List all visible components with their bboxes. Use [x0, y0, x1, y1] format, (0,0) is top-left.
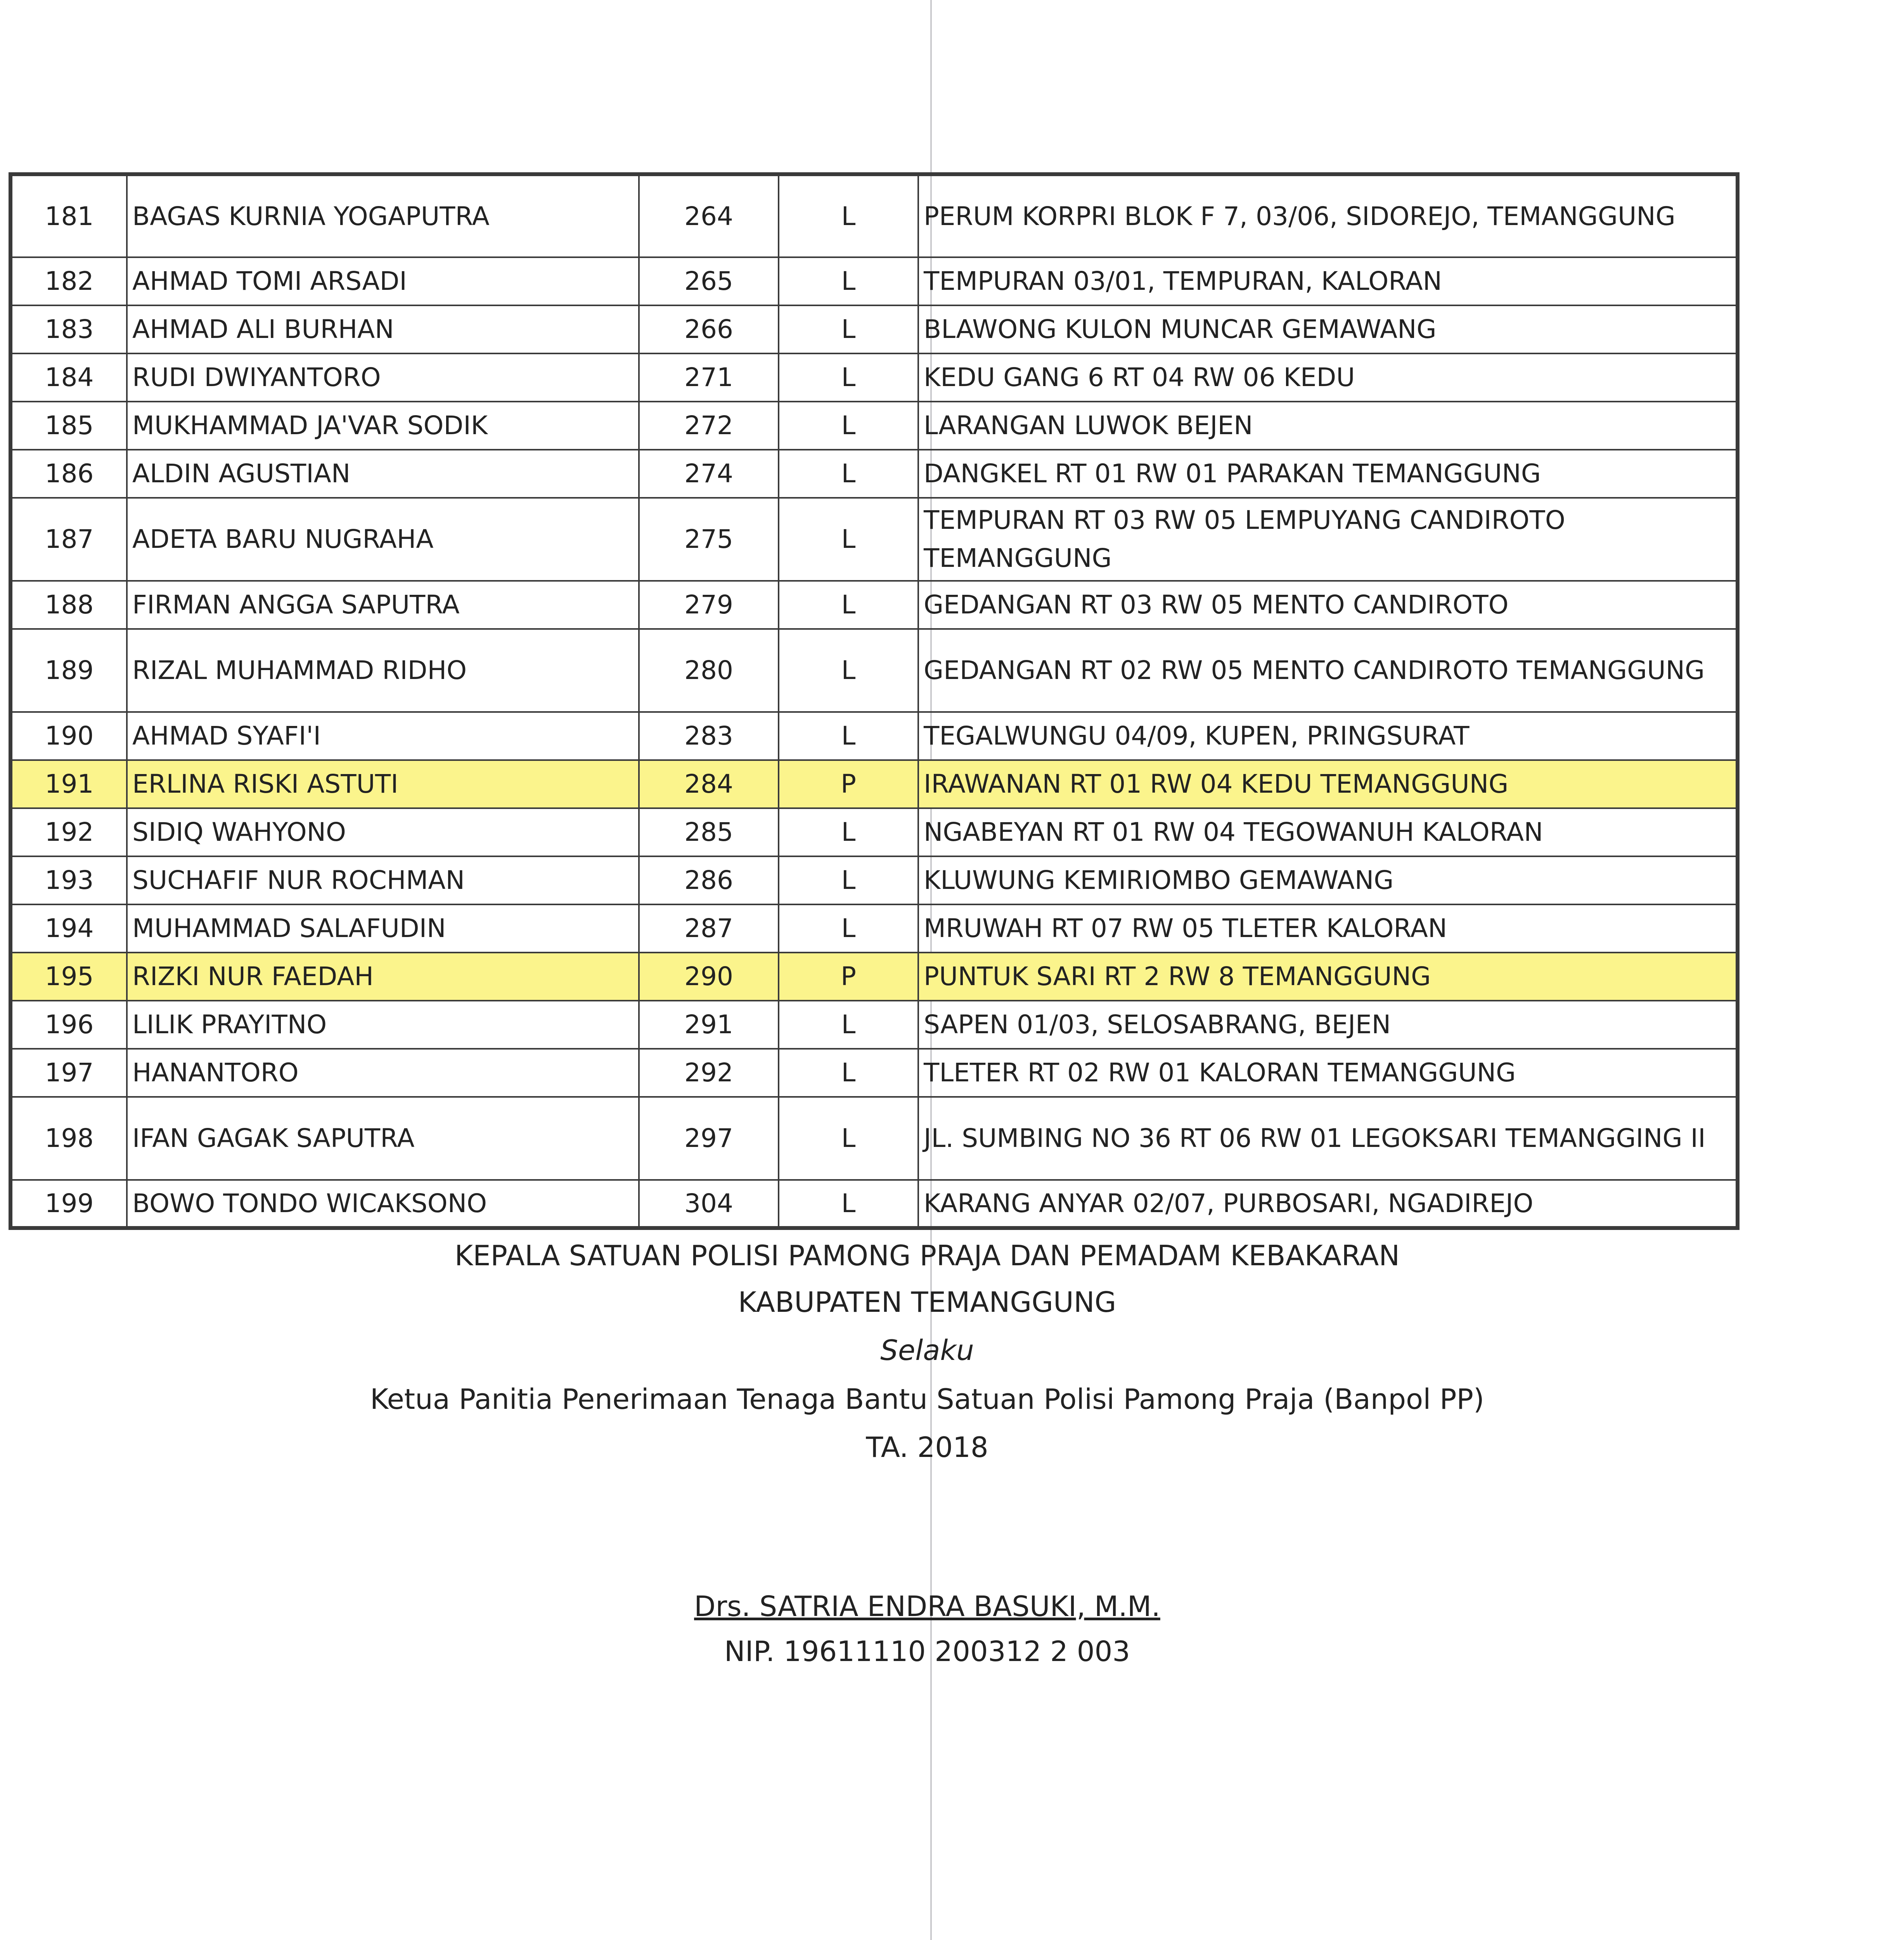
address: KARANG ANYAR 02/07, PURBOSARI, NGADIREJO — [918, 1180, 1738, 1228]
row-number: 195 — [10, 953, 127, 1001]
signature-title-line4: Ketua Panitia Penerimaan Tenaga Bantu Satuan Polisi Pamong Praja (Banpol PP) — [370, 1383, 1485, 1415]
participant-name: MUKHAMMAD JA'VAR SODIK — [127, 402, 639, 450]
gender: L — [779, 629, 918, 712]
signature-selaku: Selaku — [880, 1334, 974, 1367]
row-number: 199 — [10, 1180, 127, 1228]
gender: L — [779, 257, 918, 305]
table-row — [10, 629, 1738, 712]
table-row — [10, 305, 1738, 353]
gender: L — [779, 174, 918, 257]
registration-code: 291 — [639, 1001, 779, 1049]
signer-name: Drs. SATRIA ENDRA BASUKI, M.M. — [694, 1590, 1160, 1623]
participant-name: RIZAL MUHAMMAD RIDHO — [127, 629, 639, 712]
table-row — [10, 402, 1738, 450]
row-number: 194 — [10, 904, 127, 953]
registration-code: 290 — [639, 953, 779, 1001]
table-row — [10, 257, 1738, 305]
signer-nip: NIP. 19611110 200312 2 003 — [724, 1635, 1130, 1668]
row-number: 197 — [10, 1049, 127, 1097]
row-number: 181 — [10, 174, 127, 257]
address: GEDANGAN RT 02 RW 05 MENTO CANDIROTO TEMANGGUNG — [918, 629, 1738, 712]
table-row — [10, 450, 1738, 498]
registration-code: 287 — [639, 904, 779, 953]
address: KEDU GANG 6 RT 04 RW 06 KEDU — [918, 353, 1738, 402]
participant-name: RUDI DWIYANTORO — [127, 353, 639, 402]
registration-code: 265 — [639, 257, 779, 305]
signer-name-wrapper — [0, 1591, 1854, 1622]
address: NGABEYAN RT 01 RW 04 TEGOWANUH KALORAN — [918, 808, 1738, 856]
table-row — [10, 1097, 1738, 1180]
gender: P — [779, 953, 918, 1001]
address: TEGALWUNGU 04/09, KUPEN, PRINGSURAT — [918, 712, 1738, 760]
address: SAPEN 01/03, SELOSABRANG, BEJEN — [918, 1001, 1738, 1049]
registration-code: 274 — [639, 450, 779, 498]
gender: L — [779, 1180, 918, 1228]
gender: L — [779, 712, 918, 760]
table-row — [10, 712, 1738, 760]
registration-code: 304 — [639, 1180, 779, 1228]
participant-name: BAGAS KURNIA YOGAPUTRA — [127, 174, 639, 257]
table-row — [10, 353, 1738, 402]
address: JL. SUMBING NO 36 RT 06 RW 01 LEGOKSARI TEMANGGING II — [918, 1097, 1738, 1180]
address: KLUWUNG KEMIRIOMBO GEMAWANG — [918, 856, 1738, 904]
row-number: 191 — [10, 760, 127, 808]
gender: L — [779, 498, 918, 581]
registration-code: 275 — [639, 498, 779, 581]
row-number: 196 — [10, 1001, 127, 1049]
participant-table-body — [10, 174, 1738, 1228]
table-row — [10, 498, 1738, 581]
participant-name: FIRMAN ANGGA SAPUTRA — [127, 581, 639, 629]
participant-name: RIZKI NUR FAEDAH — [127, 953, 639, 1001]
gender: L — [779, 1001, 918, 1049]
address: IRAWANAN RT 01 RW 04 KEDU TEMANGGUNG — [918, 760, 1738, 808]
participant-name: AHMAD TOMI ARSADI — [127, 257, 639, 305]
registration-code: 264 — [639, 174, 779, 257]
row-number: 189 — [10, 629, 127, 712]
row-number: 183 — [10, 305, 127, 353]
row-number: 187 — [10, 498, 127, 581]
participant-name: HANANTORO — [127, 1049, 639, 1097]
gender: L — [779, 904, 918, 953]
registration-code: 286 — [639, 856, 779, 904]
row-number: 186 — [10, 450, 127, 498]
address: MRUWAH RT 07 RW 05 TLETER KALORAN — [918, 904, 1738, 953]
gender: L — [779, 856, 918, 904]
row-number: 185 — [10, 402, 127, 450]
signature-year: TA. 2018 — [866, 1431, 988, 1464]
registration-code: 266 — [639, 305, 779, 353]
row-number: 190 — [10, 712, 127, 760]
registration-code: 272 — [639, 402, 779, 450]
participant-name: BOWO TONDO WICAKSONO — [127, 1180, 639, 1228]
table-row — [10, 760, 1738, 808]
address: TEMPURAN 03/01, TEMPURAN, KALORAN — [918, 257, 1738, 305]
signature-title-line2: KABUPATEN TEMANGGUNG — [738, 1286, 1116, 1318]
registration-code: 280 — [639, 629, 779, 712]
table-row — [10, 1049, 1738, 1097]
row-number: 193 — [10, 856, 127, 904]
address: PUNTUK SARI RT 2 RW 8 TEMANGGUNG — [918, 953, 1738, 1001]
table-row — [10, 1180, 1738, 1228]
table-row — [10, 904, 1738, 953]
table-row — [10, 174, 1738, 257]
gender: L — [779, 450, 918, 498]
row-number: 188 — [10, 581, 127, 629]
gender: L — [779, 402, 918, 450]
row-number: 182 — [10, 257, 127, 305]
gender: P — [779, 760, 918, 808]
table-row — [10, 1001, 1738, 1049]
participant-name: ADETA BARU NUGRAHA — [127, 498, 639, 581]
registration-code: 279 — [639, 581, 779, 629]
registration-code: 271 — [639, 353, 779, 402]
table-row — [10, 856, 1738, 904]
gender: L — [779, 353, 918, 402]
participant-name: AHMAD SYAFI'I — [127, 712, 639, 760]
registration-code: 284 — [639, 760, 779, 808]
registration-code: 292 — [639, 1049, 779, 1097]
participant-name: ERLINA RISKI ASTUTI — [127, 760, 639, 808]
registration-code: 285 — [639, 808, 779, 856]
gender: L — [779, 808, 918, 856]
gender: L — [779, 581, 918, 629]
row-number: 198 — [10, 1097, 127, 1180]
address: TLETER RT 02 RW 01 KALORAN TEMANGGUNG — [918, 1049, 1738, 1097]
participant-name: SUCHAFIF NUR ROCHMAN — [127, 856, 639, 904]
participant-name: MUHAMMAD SALAFUDIN — [127, 904, 639, 953]
participant-name: IFAN GAGAK SAPUTRA — [127, 1097, 639, 1180]
address: DANGKEL RT 01 RW 01 PARAKAN TEMANGGUNG — [918, 450, 1738, 498]
gender: L — [779, 1097, 918, 1180]
participant-name: AHMAD ALI BURHAN — [127, 305, 639, 353]
registration-code: 297 — [639, 1097, 779, 1180]
participant-name: LILIK PRAYITNO — [127, 1001, 639, 1049]
address: BLAWONG KULON MUNCAR GEMAWANG — [918, 305, 1738, 353]
registration-code: 283 — [639, 712, 779, 760]
row-number: 184 — [10, 353, 127, 402]
participant-name: ALDIN AGUSTIAN — [127, 450, 639, 498]
address: PERUM KORPRI BLOK F 7, 03/06, SIDOREJO, TEMANGGUNG — [918, 174, 1738, 257]
row-number: 192 — [10, 808, 127, 856]
address: LARANGAN LUWOK BEJEN — [918, 402, 1738, 450]
table-row — [10, 581, 1738, 629]
gender: L — [779, 305, 918, 353]
participant-table — [9, 172, 1740, 1230]
table-row — [10, 808, 1738, 856]
address: TEMPURAN RT 03 RW 05 LEMPUYANG CANDIROTO TEMANGGUNG — [918, 498, 1738, 581]
gender: L — [779, 1049, 918, 1097]
address: GEDANGAN RT 03 RW 05 MENTO CANDIROTO — [918, 581, 1738, 629]
table-row — [10, 953, 1738, 1001]
participant-name: SIDIQ WAHYONO — [127, 808, 639, 856]
signature-title-line1: KEPALA SATUAN POLISI PAMONG PRAJA DAN PEMADAM KEBAKARAN — [454, 1239, 1400, 1272]
